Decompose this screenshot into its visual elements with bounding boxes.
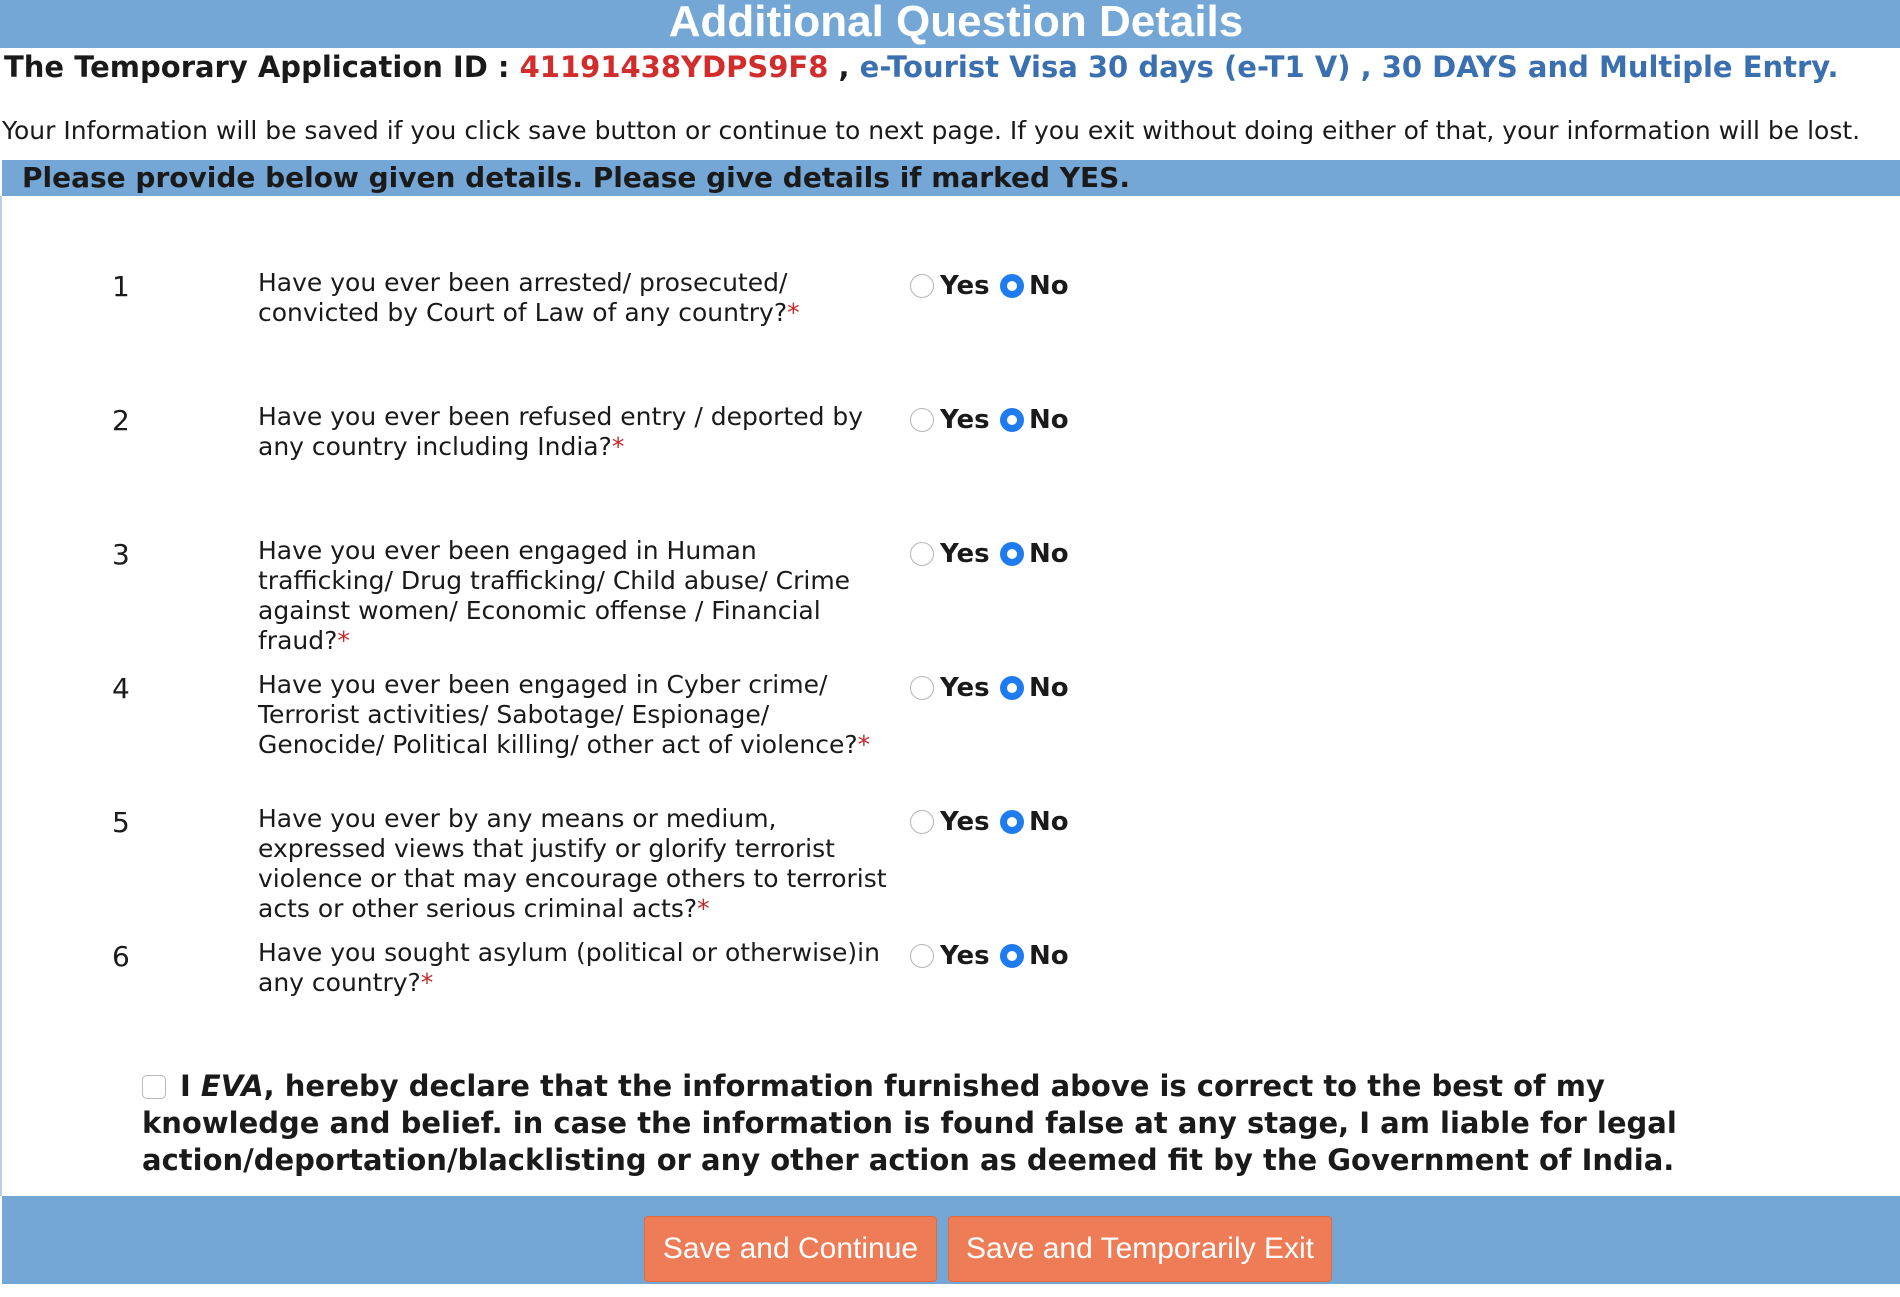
question-text	[258, 670, 888, 760]
radio-no[interactable]	[1000, 542, 1024, 566]
question-label: Have you ever been refused entry / deported by any country including India?	[258, 402, 864, 461]
radio-no[interactable]	[1000, 944, 1024, 968]
yes-no-radio-group	[910, 672, 1110, 702]
radio-no[interactable]	[1000, 408, 1024, 432]
yes-no-radio-group	[910, 806, 1110, 836]
radio-no-label: No	[1029, 405, 1069, 435]
question-text	[258, 938, 888, 998]
page-header	[0, 0, 1900, 48]
required-mark: *	[337, 626, 350, 655]
separator: ,	[1360, 50, 1372, 84]
yes-no-radio-group	[910, 270, 1110, 300]
required-mark: *	[420, 968, 434, 997]
question-number: 2	[112, 404, 130, 437]
declaration	[142, 1068, 1722, 1179]
instruction-bar	[2, 160, 1900, 196]
radio-yes-label: Yes	[940, 807, 990, 837]
question-number: 6	[112, 940, 130, 973]
save-and-exit-button[interactable]: Save and Temporarily Exit	[948, 1216, 1332, 1282]
yes-no-radio-group	[910, 404, 1110, 434]
radio-yes[interactable]	[910, 542, 934, 566]
radio-no-label: No	[1029, 673, 1069, 703]
application-id-value: 41191438YDPS9F8	[519, 50, 829, 84]
save-and-continue-button[interactable]: Save and Continue	[644, 1216, 937, 1282]
radio-no-label: No	[1029, 941, 1069, 971]
question-text	[258, 402, 888, 462]
radio-yes-label: Yes	[940, 673, 990, 703]
radio-yes[interactable]	[910, 274, 934, 298]
radio-yes-label: Yes	[940, 405, 990, 435]
radio-yes-label: Yes	[940, 271, 990, 301]
question-number: 1	[112, 270, 130, 303]
required-mark: *	[787, 298, 800, 327]
radio-no-label: No	[1029, 539, 1069, 569]
form-border	[0, 196, 2, 1196]
required-mark: *	[697, 894, 710, 923]
question-number: 5	[112, 806, 130, 839]
page-title: Additional Question Details	[668, 0, 1244, 46]
question-label: Have you ever by any means or medium, expressed views that justify or glorify terrorist violence or that may encourage others to terrorist acts or other serious criminal acts?	[258, 804, 887, 923]
application-id-label: The Temporary Application ID :	[4, 50, 510, 84]
applicant-name: EVA	[200, 1069, 264, 1103]
instruction-text: Please provide below given details. Please give details if marked YES.	[22, 161, 1130, 194]
visa-type: e-Tourist Visa 30 days (e-T1 V)	[859, 50, 1351, 84]
radio-yes[interactable]	[910, 408, 934, 432]
yes-no-radio-group	[910, 538, 1110, 568]
declaration-text: , hereby declare that the information furnished above is correct to the best of my knowledge and belief. in case the information is found false at any stage, I am liable for legal action/deportation/blacklisting or any other action as deemed fit by the Government of India.	[142, 1069, 1677, 1177]
radio-yes-label: Yes	[940, 941, 990, 971]
question-label: Have you ever been engaged in Cyber crime/ Terrorist activities/ Sabotage/ Espionage/ Genocide/ Political killing/ other act of violence?	[258, 670, 858, 759]
question-text	[258, 268, 888, 328]
question-text	[258, 804, 888, 924]
question-label: Have you ever been arrested/ prosecuted/ convicted by Court of Law of any country?	[258, 268, 788, 327]
question-label: Have you sought asylum (political or otherwise)in any country?	[258, 938, 880, 997]
visa-duration-entry: 30 DAYS and Multiple Entry.	[1381, 50, 1839, 84]
radio-yes[interactable]	[910, 944, 934, 968]
required-mark: *	[857, 730, 871, 759]
radio-yes[interactable]	[910, 676, 934, 700]
question-label: Have you ever been engaged in Human trafficking/ Drug trafficking/ Child abuse/ Crime against women/ Economic offense / Financial fraud?	[258, 536, 851, 655]
separator: ,	[838, 50, 850, 84]
question-number: 3	[112, 538, 130, 571]
radio-no[interactable]	[1000, 274, 1024, 298]
radio-no[interactable]	[1000, 676, 1024, 700]
declaration-prefix: I	[180, 1069, 191, 1103]
question-text	[258, 536, 888, 656]
radio-yes[interactable]	[910, 810, 934, 834]
radio-no[interactable]	[1000, 810, 1024, 834]
radio-no-label: No	[1029, 807, 1069, 837]
save-info-text: Your Information will be saved if you click save button or continue to next page. If you exit without doing either of that, your information will be lost.	[2, 116, 1861, 145]
radio-no-label: No	[1029, 271, 1069, 301]
application-summary	[4, 50, 1839, 84]
yes-no-radio-group	[910, 940, 1110, 970]
required-mark: *	[611, 432, 625, 461]
radio-yes-label: Yes	[940, 539, 990, 569]
declaration-checkbox[interactable]	[142, 1075, 166, 1099]
question-number: 4	[112, 672, 130, 705]
